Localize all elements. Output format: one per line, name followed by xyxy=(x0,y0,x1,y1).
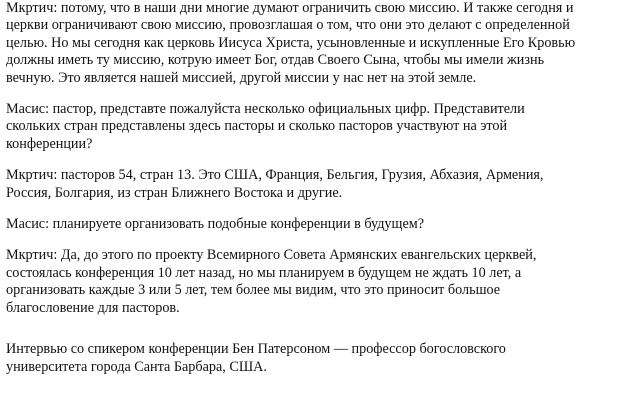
paragraph-mkrtich-mission xyxy=(6,0,626,87)
text-line: конференции? xyxy=(6,135,93,152)
text-line: Интервью со спикером конференции Бен Патерсоном — профессор богословского xyxy=(6,341,506,358)
text-line: университета города Санта Барбара, США. xyxy=(6,358,267,375)
text-line: организовать каждые 3 или 5 лет, тем более мы видим, что это приносит большое xyxy=(6,282,501,299)
paragraph-masis-question-numbers xyxy=(6,101,626,153)
paragraph-masis-question-future xyxy=(6,216,626,233)
text-line: Масис: планируете организовать подобные конференции в будущем? xyxy=(6,216,425,233)
text-line: целью. Но мы сегодня как церковь Иисуса Христа, усыновленные и искупленные Его Кровью xyxy=(6,34,576,51)
paragraph-mkrtich-future xyxy=(6,247,626,317)
text-line: Мкртич: Да, до этого по проекту Всемирного Совета Армянских евангельских церквей, xyxy=(6,247,537,264)
text-line: Масис: пастор, представте пожалуйста несколько официальных цифр. Представители xyxy=(6,101,525,118)
text-line: церкви ограничивают свою миссию, провозглашая о том, что они это делают с определенной xyxy=(6,17,570,34)
paragraph-interview-intro xyxy=(6,341,626,376)
paragraph-mkrtich-numbers xyxy=(6,167,626,202)
document-body xyxy=(6,0,626,390)
text-line: вечную. Это является нашей миссией, другой миссии у нас нет на этой земле. xyxy=(6,69,477,86)
text-line: состоялась конференция 10 лет назад, но мы планируем в будущем не ждать 10 лет, а xyxy=(6,264,522,281)
text-line: благословение для пасторов. xyxy=(6,299,180,316)
text-line: Мкртич: потому, что в наши дни многие думают ограничить свою миссию. И также сегодня и xyxy=(6,0,574,16)
blank-gap xyxy=(6,331,626,341)
text-line: Россия, Болгария, из стран Ближнего Востока и другие. xyxy=(6,184,343,201)
text-line: скольких стран представлены здесь пасторы и сколько пасторов участвуют на этой xyxy=(6,118,508,135)
text-line: Мкртич: пасторов 54, стран 13. Это США, Франция, Бельгия, Грузия, Абхазия, Армения, xyxy=(6,167,544,184)
text-line: должны иметь ту миссию, котрую имеет Бог, отдав Своего Сына, чтобы мы имели жизнь xyxy=(6,52,545,69)
